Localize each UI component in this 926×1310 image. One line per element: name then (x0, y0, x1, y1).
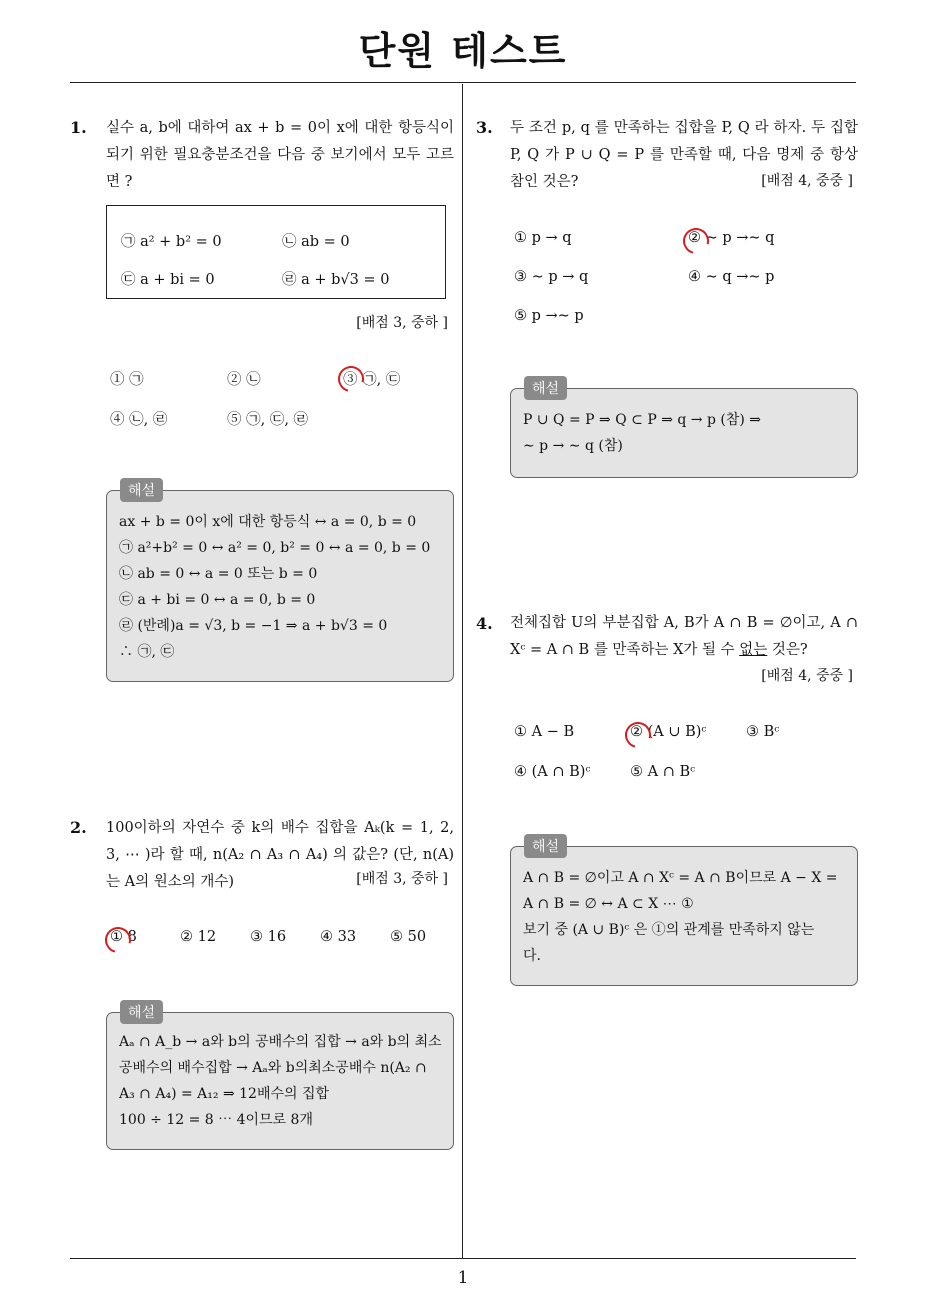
expl-line: A ∩ B = ∅ ↔ A ⊂ X ⋯ ① (523, 896, 694, 912)
q1-explanation-body (119, 509, 445, 665)
q1-explanation (106, 490, 454, 682)
q1-number: 1. (70, 118, 87, 137)
q1-box-item: ㉣ a + b√3 = 0 (282, 272, 390, 288)
answer-mark-icon (620, 717, 656, 753)
q1-option[interactable]: ① ㉠ (110, 372, 144, 388)
q2-explanation-tag: 해설 (120, 1000, 163, 1024)
q4-number: 4. (476, 614, 493, 633)
q3-explanation-body (523, 407, 849, 459)
q4-text-emphasis: 없는 (739, 642, 768, 658)
bottom-rule (70, 1258, 856, 1259)
answer-mark-icon (333, 361, 369, 397)
q2-score: [배점 3, 중하 ] (356, 871, 448, 887)
q4-score: [배점 4, 중중 ] (761, 668, 853, 684)
q3-text: 두 조건 p, q 를 만족하는 집합을 P, Q 라 하자. 두 집합 P, Q 가 P ∪ Q = P 를 만족할 때, 다음 명제 중 항상 참인 것은? (510, 120, 858, 190)
q4-text-part: 전체집합 U의 부분집합 A, B가 A ∩ B = ∅이고, A ∩ Xᶜ = A ∩ B 를 만족하는 X가 될 수 (510, 615, 858, 658)
answer-mark-icon (100, 922, 136, 958)
q4-option[interactable]: ④ (A ∩ B)ᶜ (514, 764, 591, 780)
q1-box-item: ㉠ a² + b² = 0 (121, 234, 222, 250)
q4-option[interactable]: ⑤ A ∩ Bᶜ (630, 764, 696, 780)
q3-score: [배점 4, 중중 ] (761, 173, 853, 189)
q1-option-selected[interactable]: ③ ㉠, ㉢ (343, 372, 401, 388)
q3-option[interactable]: ④ ∼ q →∼ p (688, 269, 775, 285)
expl-line: 보기 중 (A ∪ B)ᶜ 은 ①의 관계를 만족하지 않는 (523, 922, 815, 938)
q4-explanation-body (523, 865, 849, 969)
expl-line: ㉢ a + bi = 0 ↔ a = 0, b = 0 (119, 592, 316, 608)
q2-option[interactable]: ② 12 (180, 929, 217, 945)
q1-choice-box (106, 205, 446, 299)
expl-line: ㉣ (반례)a = √3, b = −1 ⇒ a + b√3 = 0 (119, 618, 388, 634)
q3-number: 3. (476, 118, 493, 137)
q3-option[interactable]: ⑤ p →∼ p (514, 308, 584, 324)
q3-explanation (510, 388, 858, 478)
q4-text (510, 610, 858, 664)
q1-explanation-tag: 해설 (120, 478, 163, 502)
q4-option-selected[interactable]: ② (A ∪ B)ᶜ (630, 724, 707, 740)
q2-explanation-body (119, 1029, 445, 1133)
q1-box-item: ㉡ ab = 0 (282, 234, 350, 250)
expl-line: A ∩ B = ∅이고 A ∩ Xᶜ = A ∩ B이므로 A − X = (523, 870, 838, 886)
q3-explanation-tag: 해설 (524, 376, 567, 400)
page-title: 단원 테스트 (358, 29, 568, 73)
q3-option[interactable]: ① p → q (514, 230, 572, 246)
expl-line: 다. (523, 948, 541, 964)
q1-option[interactable]: ④ ㉡, ㉣ (110, 412, 168, 428)
q4-option[interactable]: ③ Bᶜ (746, 724, 780, 740)
answer-mark-icon (678, 223, 714, 259)
expl-line: ∼ p → ∼ q (참) (523, 438, 623, 454)
expl-line: ax + b = 0이 x에 대한 항등식 ↔ a = 0, b = 0 (119, 514, 417, 530)
expl-line: 100 ÷ 12 = 8 ⋯ 4이므로 8개 (119, 1112, 313, 1128)
q4-text-part: 것은? (767, 642, 808, 658)
top-rule (70, 82, 856, 83)
expl-line: ㉠ a²+b² = 0 ↔ a² = 0, b² = 0 ↔ a = 0, b = 0 (119, 540, 431, 556)
q2-option[interactable]: ④ 33 (320, 929, 357, 945)
expl-line: P ∪ Q = P ⇒ Q ⊂ P ⇒ q → p (참) ⇒ (523, 412, 762, 428)
q2-number: 2. (70, 818, 87, 837)
q1-text: 실수 a, b에 대하여 ax + b = 0이 x에 대한 항등식이 되기 위한 필요충분조건을 다음 중 보기에서 모두 고르면 ? (106, 120, 454, 190)
expl-line: ㉡ ab = 0 ↔ a = 0 또는 b = 0 (119, 566, 318, 582)
expl-line: Aₐ ∩ A_b → a와 b의 공배수의 집합 → a와 b의 최소공배수의 배수집합 → Aₐ와 b의최소공배수 n(A₂ ∩ A₃ ∩ A₄) = A₁₂ ⇒ 12배수의 집합 (119, 1034, 442, 1102)
q4-option[interactable]: ① A − B (514, 724, 575, 740)
expl-line: ∴ ㉠, ㉢ (119, 644, 175, 660)
column-divider (462, 84, 463, 1258)
q4-explanation-tag: 해설 (524, 834, 567, 858)
q2-option-selected[interactable]: ① 8 (110, 929, 137, 945)
q2-option[interactable]: ⑤ 50 (390, 929, 427, 945)
q1-option[interactable]: ⑤ ㉠, ㉢, ㉣ (227, 412, 309, 428)
q2-text: 100이하의 자연수 중 k의 배수 집합을 Aₖ(k = 1, 2, 3, ⋯ )라 할 때, n(A₂ ∩ A₃ ∩ A₄) 의 값은? (단, n(A)는 A의 원소의 개수) (106, 820, 454, 890)
q1-box-item: ㉢ a + bi = 0 (121, 272, 215, 288)
q1-option[interactable]: ② ㉡ (227, 372, 261, 388)
q4-explanation (510, 846, 858, 986)
page-number: 1 (457, 1268, 469, 1288)
q3-option-selected[interactable]: ② ∼ p →∼ q (688, 230, 775, 246)
q1-score: [배점 3, 중하 ] (356, 315, 448, 331)
q3-option[interactable]: ③ ∼ p → q (514, 269, 589, 285)
q2-explanation (106, 1012, 454, 1150)
q2-option[interactable]: ③ 16 (250, 929, 287, 945)
